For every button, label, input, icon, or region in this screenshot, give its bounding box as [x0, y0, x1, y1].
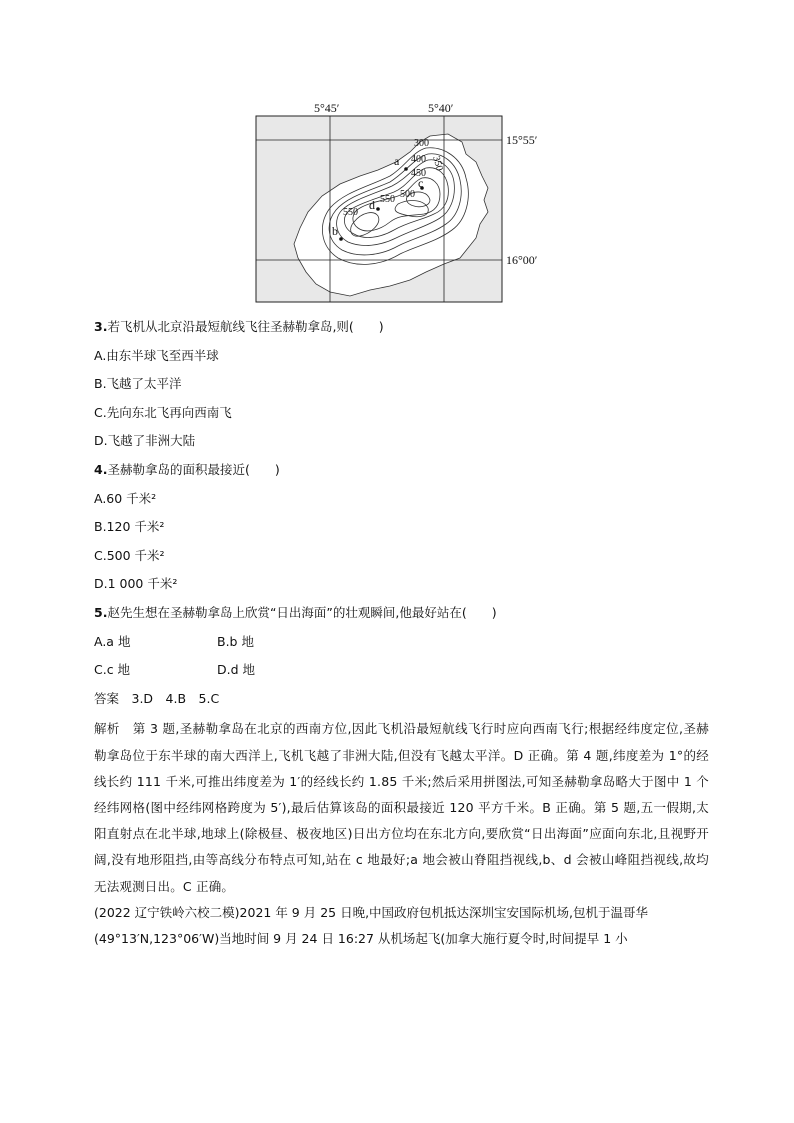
question-5-number: 5. [94, 604, 108, 620]
contour-label-550-east: 550 [380, 194, 395, 205]
lat-label-1: 15°55′ [506, 133, 538, 147]
question-3-option-c: C.先向东北飞再向西南飞 [94, 404, 232, 420]
point-b-label: b [332, 224, 338, 238]
next-question-source: (2022 辽宁铁岭六校二模)2021 年 9 月 25 日晚,中国政府包机抵达深圳宝安国际机场,包机于温哥华(49°13′N,123°06′W)当地时间 9 月 24 日 16:27 从机场起飞(加拿大施行夏令时,时间提早 1 小 [94, 904, 649, 946]
question-5-option-b: B.b 地 [217, 633, 254, 649]
question-5-option-a: A.a 地 [94, 633, 131, 649]
point-a-label: a [394, 154, 400, 168]
point-b-marker [339, 237, 343, 241]
contour-label-450: 450 [411, 168, 426, 179]
question-3-option-d: D.飞越了非洲大陆 [94, 433, 196, 449]
question-3-stem [94, 316, 709, 345]
question-3-number: 3. [94, 319, 108, 334]
contour-label-400: 400 [411, 154, 426, 165]
island-contour-map [230, 96, 560, 310]
point-a-marker [404, 167, 408, 171]
question-4-stem [94, 459, 709, 488]
question-content [94, 316, 709, 952]
contour-label-550-west: 550 [343, 207, 358, 218]
lon-label-2: 5°40′ [428, 101, 454, 115]
question-3-option-b: B.飞越了太平洋 [94, 376, 182, 392]
answer-line: 答案 3.D 4.B 5.C [94, 690, 220, 706]
lon-label-1: 5°45′ [314, 101, 340, 115]
question-4-option-b: B.120 千米² [94, 519, 165, 535]
question-5-text: 赵先生想在圣赫勒拿岛上欣赏“日出海面”的壮观瞬间,他最好站在( ) [107, 604, 497, 620]
contour-map-svg [230, 96, 560, 310]
point-d-label: d [369, 198, 375, 212]
question-4-option-c: C.500 千米² [94, 547, 165, 563]
lat-label-2: 16°00′ [506, 253, 538, 267]
contour-label-350: 350 [430, 154, 445, 173]
question-4-number: 4. [94, 461, 108, 477]
question-4-option-a: A.60 千米² [94, 490, 157, 506]
analysis-paragraph: 解析 第 3 题,圣赫勒拿岛在北京的西南方位,因此飞机沿最短航线飞行时应向西南飞行;根据经纬度定位,圣赫勒拿岛位于东半球的南大西洋上,飞机飞越了非洲大陆,但没有飞越太平洋。D 正确。第 4 题,纬度差为 1°的经线长约 111 千米,可推出纬度差为 1′的经线长约 1.85 千米;然后采用拼图法,可知圣赫勒拿岛略大于图中 1 个经纬网格(图中经纬网格跨度为 5′),最后估算该岛的面积最接近 120 平方千米。B 正确。第 5 题,五一假期,太阳直射点在北半球,地球上(除极昼、极夜地区)日出方位均在东北方向,要欣赏“日出海面”应面向东北,且视野开阔,没有地形阻挡,由等高线分布特点可知,站在 c 地最好;a 地会被山脊阻挡视线,b、d 会被山峰阻挡视线,故均无法观测日出。C 正确。 [94, 721, 709, 894]
point-d-marker [376, 207, 380, 211]
question-5-stem [94, 602, 709, 631]
question-5-option-c: C.c 地 [94, 662, 131, 678]
question-5-options-ab [94, 631, 709, 660]
question-3-option-a: A.由东半球飞至西半球 [94, 347, 219, 363]
question-3-text: 若飞机从北京沿最短航线飞往圣赫勒拿岛,则( ) [107, 319, 384, 334]
question-5-option-d: D.d 地 [217, 662, 256, 678]
point-c-label: c [418, 176, 424, 190]
contour-label-500: 500 [400, 189, 415, 200]
question-4-text: 圣赫勒拿岛的面积最接近( ) [107, 461, 280, 477]
question-5-options-cd [94, 659, 709, 688]
question-4-option-d: D.1 000 千米² [94, 576, 178, 592]
contour-label-300: 300 [414, 138, 429, 149]
